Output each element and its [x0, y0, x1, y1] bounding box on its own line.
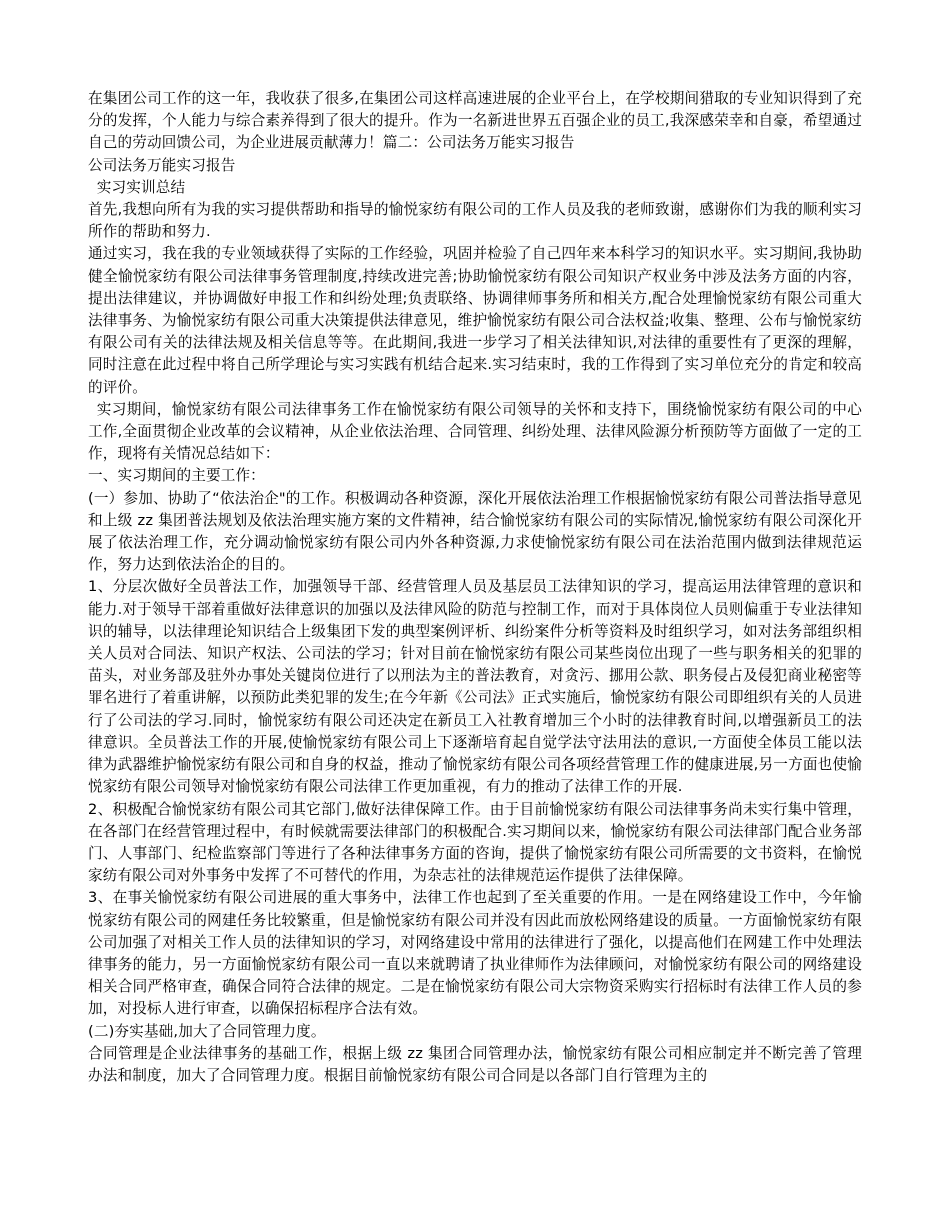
paragraph: 在集团公司工作的这一年，我收获了很多,在集团公司这样高速进展的企业平台上，在学校期间猎取的专业知识得到了充分的发挥，个人能力与综合素养得到了很大的提升。作为一名新进世界五百强企业的员工,我深感荣幸和自豪，希望通过自己的劳动回馈公司，为企业进展贡献薄力！篇二：公司法务万能实习报告 — [88, 90, 862, 152]
paragraph: 3、在事关愉悦家纺有限公司进展的重大事务中，法律工作也起到了至关重要的作用。一是在网络建设工作中，今年愉悦家纺有限公司的网建任务比较繁重，但是愉悦家纺有限公司并没有因此而放松网络建设的质量。一方面愉悦家纺有限公司加强了对相关工作人员的法律知识的学习，对网络建设中常用的法律进行了强化，以提高他们在网建工作中处理法律事务的能力，另一方面愉悦家纺有限公司一直以来就聘请了执业律师作为法律顾问，对愉悦家纺有限公司的网络建设相关合同严格审查，确保合同符合法律的规定。二是在愉悦家纺有限公司大宗物资采购实行招标时有法律工作人员的参加，对投标人进行审查，以确保招标程序合法有效。 — [88, 889, 862, 1018]
paragraph: 公司法务万能实习报告 — [88, 156, 236, 174]
paragraph: 1、分层次做好全员普法工作，加强领导干部、经营管理人员及基层员工法律知识的学习，提高运用法律管理的意识和能力.对于领导干部着重做好法律意识的加强以及法律风险的防范与控制工作，而对于具体岗位人员则偏重于专业法律知识的辅导，以法律理论知识结合上级集团下发的典型案例评析、纠纷案件分析等资料及时组织学习，如对法务部组织相关人员对合同法、知识产权法、公司法的学习；针对目前在愉悦家纺有限公司某些岗位出现了一些与职务相关的犯罪的苗头，对业务部及驻外办事处关键岗位进行了以刑法为主的普法教育，对贪污、挪用公款、职务侵占及侵犯商业秘密等罪名进行了着重讲解，以预防此类犯罪的发生;在今年新《公司法》正式实施后，愉悦家纺有限公司即组织有关的人员进行了公司法的学习.同时，愉悦家纺有限公司还决定在新员工入社教育增加三个小时的法律教育时间,以增强新员工的法律意识。全员普法工作的开展,使愉悦家纺有限公司上下逐渐培育起自觉学法守法用法的意识,一方面使全体员工能以法律为武器维护愉悦家纺有限公司和自身的权益，推动了愉悦家纺有限公司各项经营管理工作的健康进展,另一方面也使愉悦家纺有限公司领导对愉悦家纺有限公司法律工作更加重视，有力的推动了法律工作的开展. — [88, 578, 862, 796]
subsection-heading: (二)夯实基础,加大了合同管理力度。 — [88, 1022, 326, 1040]
paragraph: 2、积极配合愉悦家纺有限公司其它部门,做好法律保障工作。由于目前愉悦家纺有限公司法律事务尚未实行集中管理，在各部门在经营管理过程中，有时候就需要法律部门的积极配合.实习期间以来，愉悦家纺有限公司法律部门配合业务部门、人事部门、纪检监察部门等进行了各种法律事务方面的咨询，提供了愉悦家纺有限公司所需要的文书资料，在愉悦家纺有限公司对外事务中发挥了不可替代的作用，为杂志社的法律规范运作提供了法律保障。 — [88, 800, 862, 885]
paragraph: 首先,我想向所有为我的实习提供帮助和指导的愉悦家纺有限公司的工作人员及我的老师致谢，感谢你们为我的顺利实习所作的帮助和努力. — [88, 201, 862, 241]
paragraph: (一）参加、协助了“依法治企"的工作。积极调动各种资源，深化开展依法治理工作根据愉悦家纺有限公司普法指导意见和上级 zz 集团普法规划及依法治理实施方案的文件精神，结合愉悦家纺有限公司的实际情况,愉悦家纺有限公司深化开展了依法治理工作，充分调动愉悦家纺有限公司内外各种资源,力求使愉悦家纺有限公司在法治范围内做到法律规范运作，努力达到依法治企的目的。 — [88, 489, 862, 574]
paragraph: 合同管理是企业法律事务的基础工作，根据上级 zz 集团合同管理办法，愉悦家纺有限公司相应制定并不断完善了管理办法和制度，加大了合同管理力度。根据目前愉悦家纺有限公司合同是以各部门自行管理为主的 — [88, 1044, 862, 1084]
paragraph: 通过实习，我在我的专业领域获得了实际的工作经验，巩固并检验了自己四年来本科学习的知识水平。实习期间,我协助健全愉悦家纺有限公司法律事务管理制度,持续改进完善;协助愉悦家纺有限公司知识产权业务中涉及法务方面的内容，提出法律建议，并协调做好申报工作和纠纷处理;负责联络、协调律师事务所和相关方,配合处理愉悦家纺有限公司重大法律事务、为愉悦家纺有限公司重大决策提供法律意见，维护愉悦家纺有限公司合法权益;收集、整理、公布与愉悦家纺有限公司有关的法律法规及相关信息等等。在此期间,我进一步学习了相关法律知识,对法律的重要性有了更深的理解，同时注意在此过程中将自己所学理论与实习实践有机结合起来.实习结束时，我的工作得到了实习单位充分的肯定和较高的评价。 — [88, 245, 862, 396]
paragraph: 实习期间，愉悦家纺有限公司法律事务工作在愉悦家纺有限公司领导的关怀和支持下，围绕愉悦家纺有限公司的中心工作,全面贯彻企业改革的会议精神，从企业依法治理、合同管理、纠纷处理、法律风险源分析预防等方面做了一定的工作，现将有关情况总结如下： — [88, 400, 862, 463]
document-body — [88, 88, 862, 1087]
section-heading: 一、实习期间的主要工作： — [88, 467, 265, 485]
section-heading: 实习实训总结 — [96, 178, 186, 196]
